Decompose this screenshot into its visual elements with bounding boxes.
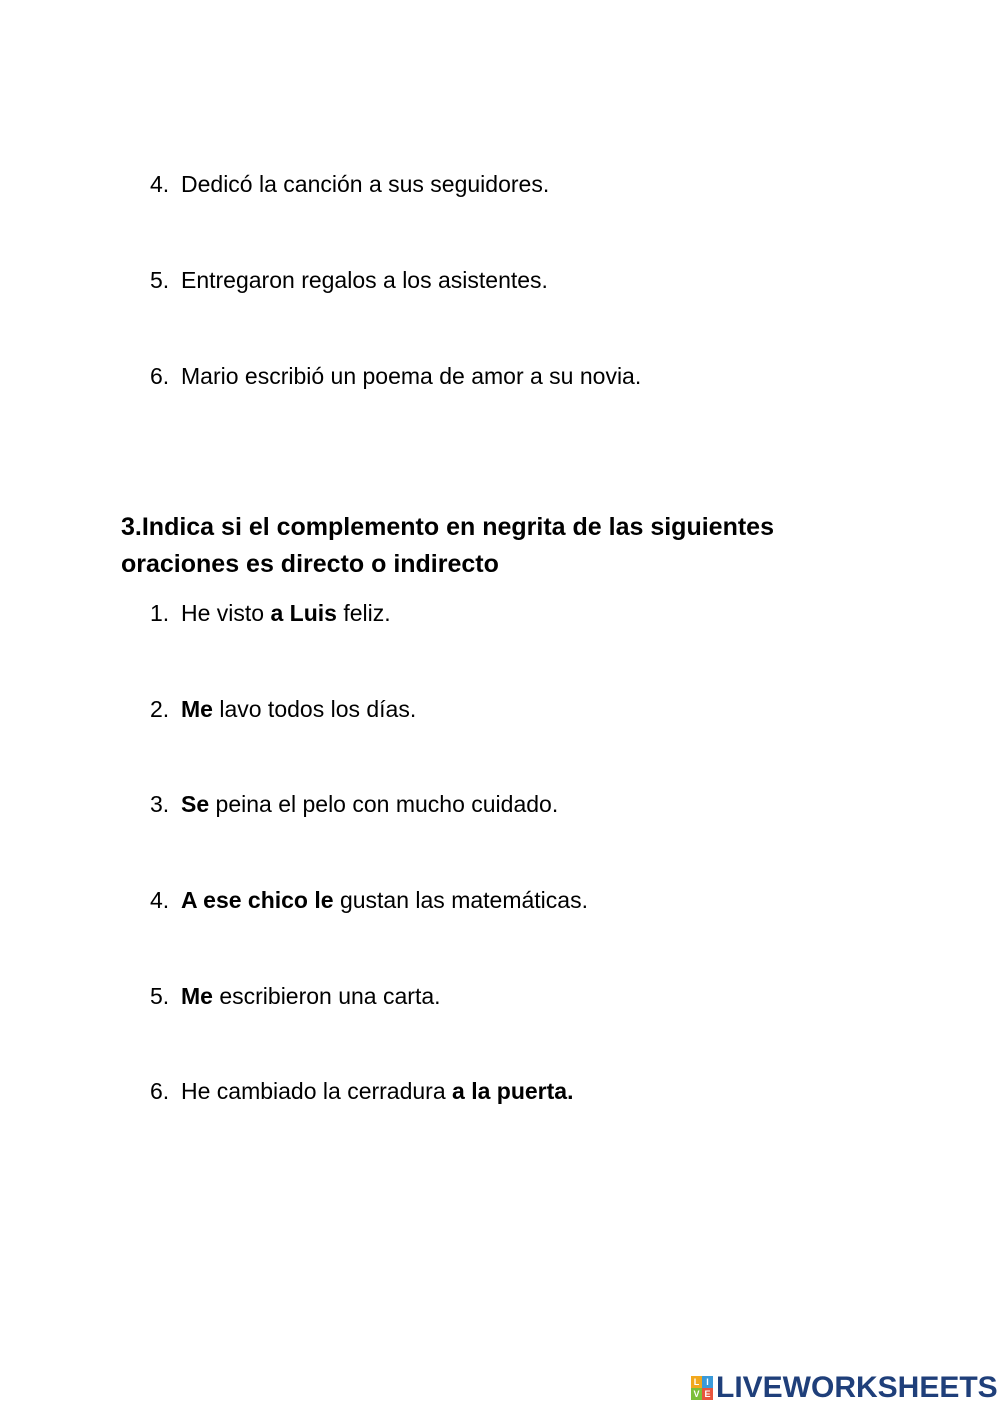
item-number: 6. [150,363,170,389]
logo-icon-letter: E [702,1388,713,1400]
item-text [181,696,416,722]
list-item [150,362,641,390]
item-text [181,171,549,197]
list-item [150,1077,573,1105]
item-text [181,267,548,293]
item-text [181,363,641,389]
bold-segment: Se [181,791,210,817]
text-segment: He visto [181,600,271,626]
liveworksheets-logo [691,1370,998,1406]
text-segment: peina el pelo con mucho cuidado. [209,791,559,817]
text-segment: lavo todos los días. [212,696,417,722]
list-item [150,599,391,627]
item-number: 5. [150,267,170,293]
list-item [150,266,548,294]
item-text [181,887,588,913]
section-heading-line1: 3.Indica si el complemento en negrita de las siguientes [121,513,774,541]
item-text [181,600,391,626]
bold-segment: Me [181,983,213,1009]
text-segment: Dedicó la canción a sus seguidores. [181,171,550,197]
bold-segment: Me [181,696,213,722]
item-number: 2. [150,696,170,722]
logo-icon-letter: L [691,1376,702,1388]
item-number: 3. [150,791,170,817]
item-number: 6. [150,1078,170,1104]
text-segment: escribieron una carta. [212,983,441,1009]
list-item [150,695,416,723]
bold-segment: A ese chico le [181,887,334,913]
logo-text: LIVEWORKSHEETS [716,1371,998,1404]
item-text [181,1078,573,1104]
bold-segment: a la puerta. [452,1078,574,1104]
logo-icon-letter: I [702,1376,713,1388]
item-text [181,983,441,1009]
list-item [150,790,558,818]
bold-segment: a Luis [270,600,337,626]
list-item [150,886,588,914]
text-segment: Entregaron regalos a los asistentes. [181,267,548,293]
section-heading-line2: oraciones es directo o indirecto [121,550,499,578]
text-segment: Mario escribió un poema de amor a su novia. [181,363,642,389]
text-segment: He cambiado la cerradura [181,1078,453,1104]
item-number: 4. [150,887,170,913]
logo-icon-letter: V [691,1388,702,1400]
list-item [150,170,549,198]
logo-icon [691,1376,713,1400]
item-number: 4. [150,171,170,197]
item-number: 1. [150,600,170,626]
list-item [150,982,441,1010]
item-number: 5. [150,983,170,1009]
text-segment: feliz. [336,600,391,626]
item-text [181,791,558,817]
section-heading [121,509,881,583]
text-segment: gustan las matemáticas. [333,887,588,913]
